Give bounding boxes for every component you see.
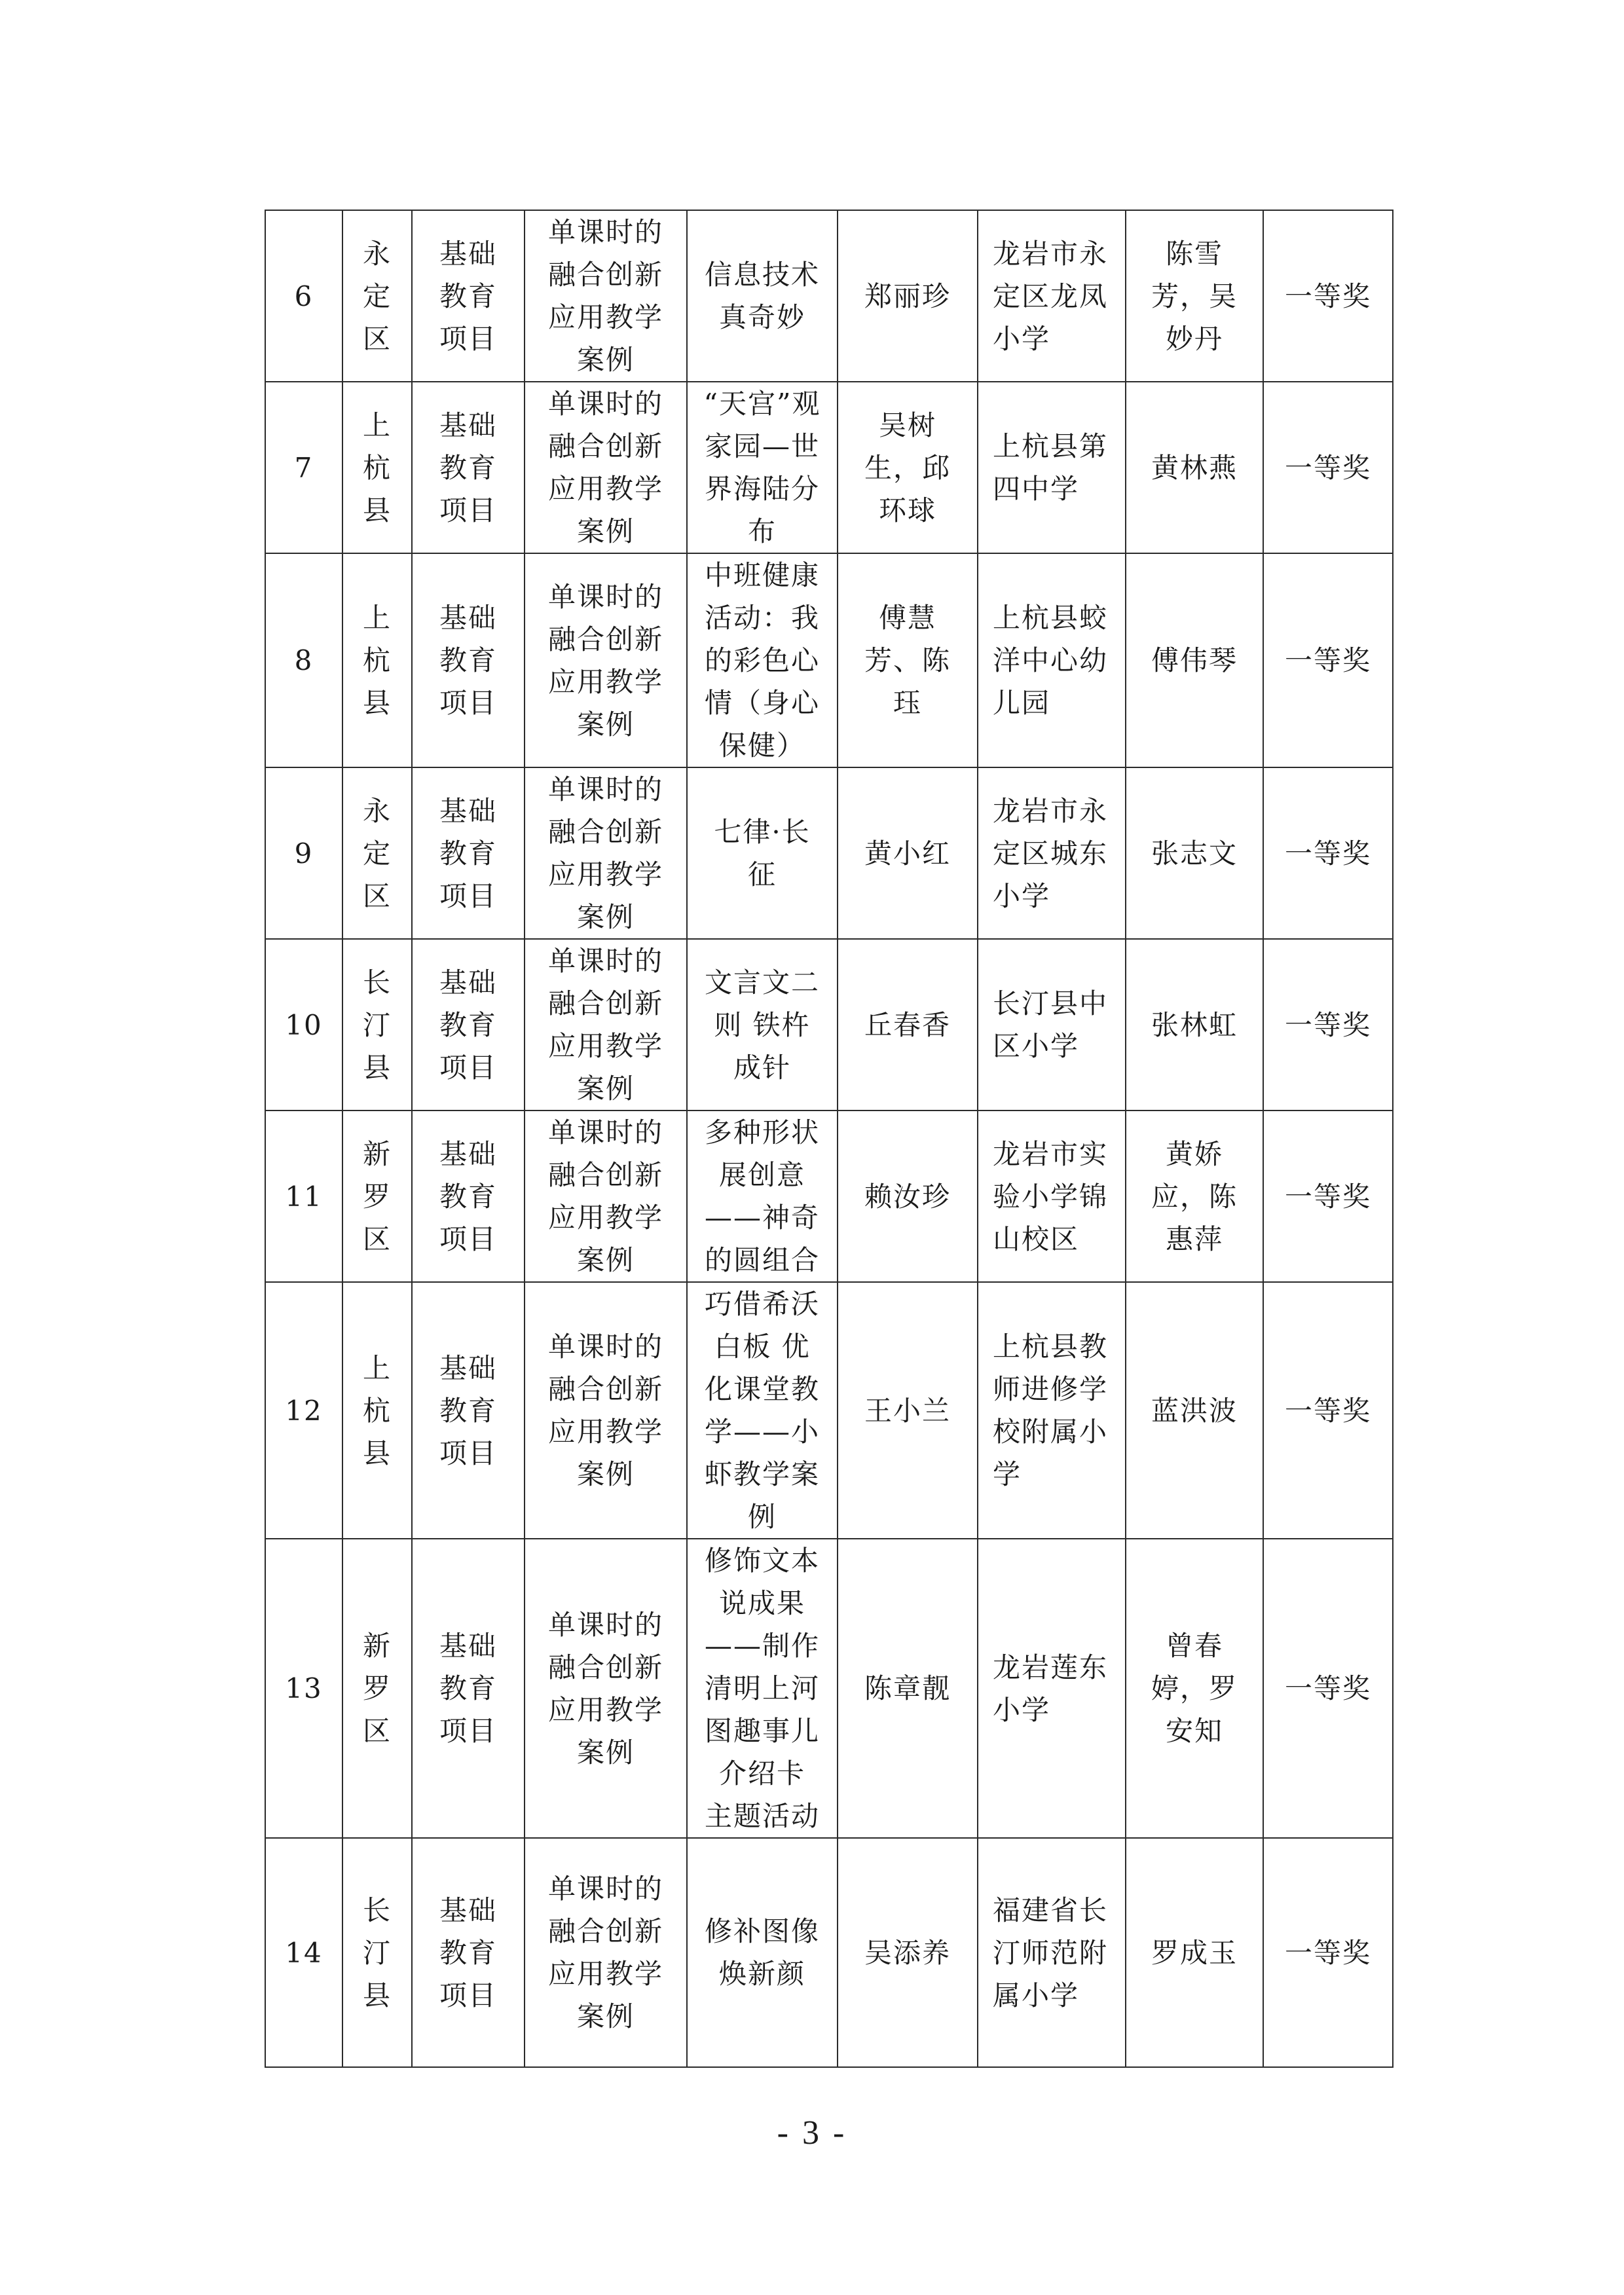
cell-award bbox=[1263, 210, 1393, 382]
cell-project-text: 基础教育项目 bbox=[439, 602, 497, 719]
cell-award-text: 一等奖 bbox=[1284, 1180, 1371, 1213]
table-row bbox=[265, 767, 1393, 939]
cell-project bbox=[412, 1539, 525, 1838]
cell-no bbox=[265, 1111, 342, 1282]
cell-district-text: 新罗区 bbox=[362, 1137, 392, 1255]
cell-category bbox=[525, 210, 687, 382]
cell-school-text: 上杭县教师进修学校附属小学 bbox=[993, 1331, 1109, 1490]
cell-author-text: 郑丽珍 bbox=[864, 280, 951, 312]
cell-title-text: “天宫”观家园—世界海陆分布 bbox=[703, 388, 821, 547]
cell-award-text: 一等奖 bbox=[1284, 1936, 1371, 1969]
cell-author bbox=[838, 210, 978, 382]
cell-district-text: 上杭县 bbox=[362, 409, 392, 526]
cell-author bbox=[838, 382, 978, 553]
cell-project bbox=[412, 1838, 525, 2067]
cell-school bbox=[978, 1838, 1126, 2067]
cell-advisor bbox=[1126, 553, 1263, 767]
cell-title bbox=[687, 1838, 838, 2067]
cell-no bbox=[265, 382, 342, 553]
cell-award-text: 一等奖 bbox=[1284, 280, 1371, 312]
cell-award-text: 一等奖 bbox=[1284, 1008, 1371, 1041]
cell-district-text: 长汀县 bbox=[362, 966, 392, 1084]
cell-district-text: 上杭县 bbox=[362, 1351, 392, 1469]
cell-no bbox=[265, 1838, 342, 2067]
award-table bbox=[265, 210, 1393, 2068]
cell-school bbox=[978, 767, 1126, 939]
cell-no-text: 14 bbox=[285, 1936, 323, 1969]
table-row bbox=[265, 553, 1393, 767]
cell-author-text: 吴添养 bbox=[864, 1936, 951, 1969]
cell-no-text: 12 bbox=[285, 1394, 323, 1427]
cell-school bbox=[978, 939, 1126, 1111]
cell-advisor bbox=[1126, 1111, 1263, 1282]
cell-author-text: 赖汝珍 bbox=[864, 1180, 951, 1213]
cell-advisor bbox=[1126, 767, 1263, 939]
cell-author bbox=[838, 1282, 978, 1539]
cell-district-text: 永定区 bbox=[362, 237, 392, 355]
cell-category-text: 单课时的融合创新应用教学案例 bbox=[547, 1116, 663, 1276]
cell-project-text: 基础教育项目 bbox=[439, 237, 497, 355]
page-number: - 3 - bbox=[777, 2114, 847, 2152]
cell-title bbox=[687, 939, 838, 1111]
cell-no-text: 7 bbox=[294, 451, 314, 484]
cell-district bbox=[342, 939, 412, 1111]
cell-school-text: 龙岩莲东小学 bbox=[993, 1651, 1109, 1726]
cell-advisor bbox=[1126, 939, 1263, 1111]
cell-category bbox=[525, 1111, 687, 1282]
cell-district bbox=[342, 767, 412, 939]
cell-author-text: 黄小红 bbox=[864, 837, 951, 870]
cell-author bbox=[838, 767, 978, 939]
cell-no-text: 10 bbox=[285, 1008, 323, 1041]
table-row bbox=[265, 1282, 1393, 1539]
cell-category-text: 单课时的融合创新应用教学案例 bbox=[547, 388, 663, 547]
cell-district-text: 永定区 bbox=[362, 794, 392, 912]
cell-project-text: 基础教育项目 bbox=[439, 1630, 497, 1747]
cell-category bbox=[525, 767, 687, 939]
cell-category bbox=[525, 939, 687, 1111]
table-row bbox=[265, 939, 1393, 1111]
cell-district bbox=[342, 553, 412, 767]
cell-title-text: 修补图像焕新颜 bbox=[704, 1915, 820, 1990]
cell-category-text: 单课时的融合创新应用教学案例 bbox=[547, 580, 663, 741]
cell-category bbox=[525, 382, 687, 553]
table-row bbox=[265, 1539, 1393, 1838]
cell-school bbox=[978, 210, 1126, 382]
cell-advisor bbox=[1126, 382, 1263, 553]
cell-category bbox=[525, 1838, 687, 2067]
cell-author bbox=[838, 553, 978, 767]
cell-district bbox=[342, 1539, 412, 1838]
cell-district bbox=[342, 1111, 412, 1282]
cell-category-text: 单课时的融合创新应用教学案例 bbox=[547, 1873, 663, 2032]
table-row bbox=[265, 1838, 1393, 2067]
cell-title bbox=[687, 210, 838, 382]
cell-category bbox=[525, 1539, 687, 1838]
cell-category-text: 单课时的融合创新应用教学案例 bbox=[547, 773, 663, 933]
cell-author-text: 丘春香 bbox=[864, 1008, 951, 1041]
cell-title bbox=[687, 767, 838, 939]
cell-district-text: 长汀县 bbox=[362, 1894, 392, 2011]
cell-category bbox=[525, 1282, 687, 1539]
cell-title bbox=[687, 553, 838, 767]
cell-project bbox=[412, 382, 525, 553]
cell-advisor-text: 张志文 bbox=[1151, 837, 1238, 870]
cell-author-text: 傅慧芳、陈珏 bbox=[864, 602, 951, 719]
cell-district bbox=[342, 210, 412, 382]
cell-project-text: 基础教育项目 bbox=[439, 1137, 497, 1255]
cell-project-text: 基础教育项目 bbox=[439, 794, 497, 912]
cell-advisor-text: 蓝洪波 bbox=[1151, 1394, 1238, 1427]
cell-no-text: 13 bbox=[285, 1672, 323, 1704]
cell-author bbox=[838, 1838, 978, 2067]
cell-school-text: 上杭县第四中学 bbox=[993, 430, 1109, 505]
cell-advisor-text: 黄娇应，陈惠萍 bbox=[1151, 1137, 1238, 1255]
cell-no bbox=[265, 553, 342, 767]
cell-project bbox=[412, 1111, 525, 1282]
cell-award bbox=[1263, 1282, 1393, 1539]
cell-project-text: 基础教育项目 bbox=[439, 1351, 497, 1469]
cell-title-text: 巧借希沃白板 优化课堂教学——小虾教学案例 bbox=[704, 1288, 820, 1533]
cell-author bbox=[838, 939, 978, 1111]
cell-award bbox=[1263, 767, 1393, 939]
cell-award-text: 一等奖 bbox=[1284, 1394, 1371, 1427]
cell-no-text: 9 bbox=[294, 837, 314, 870]
cell-district bbox=[342, 382, 412, 553]
cell-title bbox=[687, 1282, 838, 1539]
cell-project-text: 基础教育项目 bbox=[439, 1894, 497, 2011]
cell-project bbox=[412, 939, 525, 1111]
cell-advisor bbox=[1126, 1282, 1263, 1539]
cell-district bbox=[342, 1838, 412, 2067]
cell-district bbox=[342, 1282, 412, 1539]
cell-project bbox=[412, 1282, 525, 1539]
cell-category bbox=[525, 553, 687, 767]
cell-award-text: 一等奖 bbox=[1284, 1672, 1371, 1704]
cell-category-text: 单课时的融合创新应用教学案例 bbox=[547, 945, 663, 1105]
cell-no-text: 6 bbox=[294, 280, 314, 312]
cell-award bbox=[1263, 1838, 1393, 2067]
cell-school bbox=[978, 553, 1126, 767]
cell-award bbox=[1263, 553, 1393, 767]
cell-author bbox=[838, 1539, 978, 1838]
cell-no bbox=[265, 767, 342, 939]
cell-award bbox=[1263, 1539, 1393, 1838]
cell-advisor-text: 陈雪芳，吴妙丹 bbox=[1151, 237, 1238, 355]
cell-author-text: 陈章靓 bbox=[864, 1672, 951, 1704]
cell-author-text: 吴树生，邱环球 bbox=[864, 409, 951, 526]
cell-no bbox=[265, 210, 342, 382]
cell-school bbox=[978, 1111, 1126, 1282]
cell-advisor-text: 罗成玉 bbox=[1151, 1936, 1238, 1969]
cell-school bbox=[978, 1282, 1126, 1539]
table-row bbox=[265, 1111, 1393, 1282]
cell-school-text: 福建省长汀师范附属小学 bbox=[993, 1894, 1109, 2011]
cell-district-text: 上杭县 bbox=[362, 602, 392, 719]
cell-title-text: 信息技术真奇妙 bbox=[704, 259, 820, 333]
cell-author-text: 王小兰 bbox=[864, 1394, 951, 1427]
cell-title-text: 中班健康活动：我的彩色心情（身心保健） bbox=[704, 559, 820, 762]
cell-award bbox=[1263, 1111, 1393, 1282]
cell-school-text: 龙岩市永定区龙凤小学 bbox=[993, 237, 1109, 355]
cell-title-text: 文言文二则 铁杵成针 bbox=[704, 966, 820, 1084]
cell-award-text: 一等奖 bbox=[1284, 451, 1371, 484]
cell-advisor-text: 张林虹 bbox=[1151, 1008, 1238, 1041]
cell-advisor bbox=[1126, 1539, 1263, 1838]
table-body bbox=[265, 210, 1393, 2067]
cell-award-text: 一等奖 bbox=[1284, 644, 1371, 676]
cell-award-text: 一等奖 bbox=[1284, 837, 1371, 870]
cell-author bbox=[838, 1111, 978, 1282]
cell-no bbox=[265, 939, 342, 1111]
cell-title bbox=[687, 1539, 838, 1838]
cell-project bbox=[412, 553, 525, 767]
cell-advisor-text: 黄林燕 bbox=[1151, 451, 1238, 484]
cell-title bbox=[687, 382, 838, 553]
cell-title-text: 多种形状展创意——神奇的圆组合 bbox=[704, 1116, 820, 1276]
cell-no-text: 8 bbox=[294, 644, 314, 676]
cell-title-text: 七律·长征 bbox=[714, 816, 811, 890]
cell-category-text: 单课时的融合创新应用教学案例 bbox=[547, 216, 663, 376]
cell-advisor-text: 曾春婷，罗安知 bbox=[1151, 1630, 1238, 1747]
cell-advisor bbox=[1126, 210, 1263, 382]
cell-project bbox=[412, 210, 525, 382]
cell-category-text: 单课时的融合创新应用教学案例 bbox=[547, 1331, 663, 1490]
cell-no-text: 11 bbox=[285, 1180, 323, 1213]
cell-project-text: 基础教育项目 bbox=[439, 409, 497, 526]
cell-school bbox=[978, 382, 1126, 553]
cell-title bbox=[687, 1111, 838, 1282]
cell-project-text: 基础教育项目 bbox=[439, 966, 497, 1084]
cell-award bbox=[1263, 382, 1393, 553]
cell-district-text: 新罗区 bbox=[362, 1630, 392, 1747]
cell-school-text: 龙岩市实验小学锦山校区 bbox=[993, 1137, 1109, 1255]
cell-title-text: 修饰文本说成果——制作清明上河图趣事儿介绍卡 主题活动 bbox=[704, 1545, 820, 1832]
cell-no bbox=[265, 1282, 342, 1539]
cell-school bbox=[978, 1539, 1126, 1838]
cell-advisor-text: 傅伟琴 bbox=[1151, 644, 1238, 676]
table-row bbox=[265, 382, 1393, 553]
cell-project bbox=[412, 767, 525, 939]
cell-advisor bbox=[1126, 1838, 1263, 2067]
cell-award bbox=[1263, 939, 1393, 1111]
cell-no bbox=[265, 1539, 342, 1838]
cell-school-text: 上杭县蛟洋中心幼儿园 bbox=[993, 602, 1109, 719]
cell-school-text: 长汀县中区小学 bbox=[993, 987, 1109, 1062]
cell-school-text: 龙岩市永定区城东小学 bbox=[993, 794, 1109, 912]
cell-category-text: 单课时的融合创新应用教学案例 bbox=[547, 1608, 663, 1769]
table-row bbox=[265, 210, 1393, 382]
